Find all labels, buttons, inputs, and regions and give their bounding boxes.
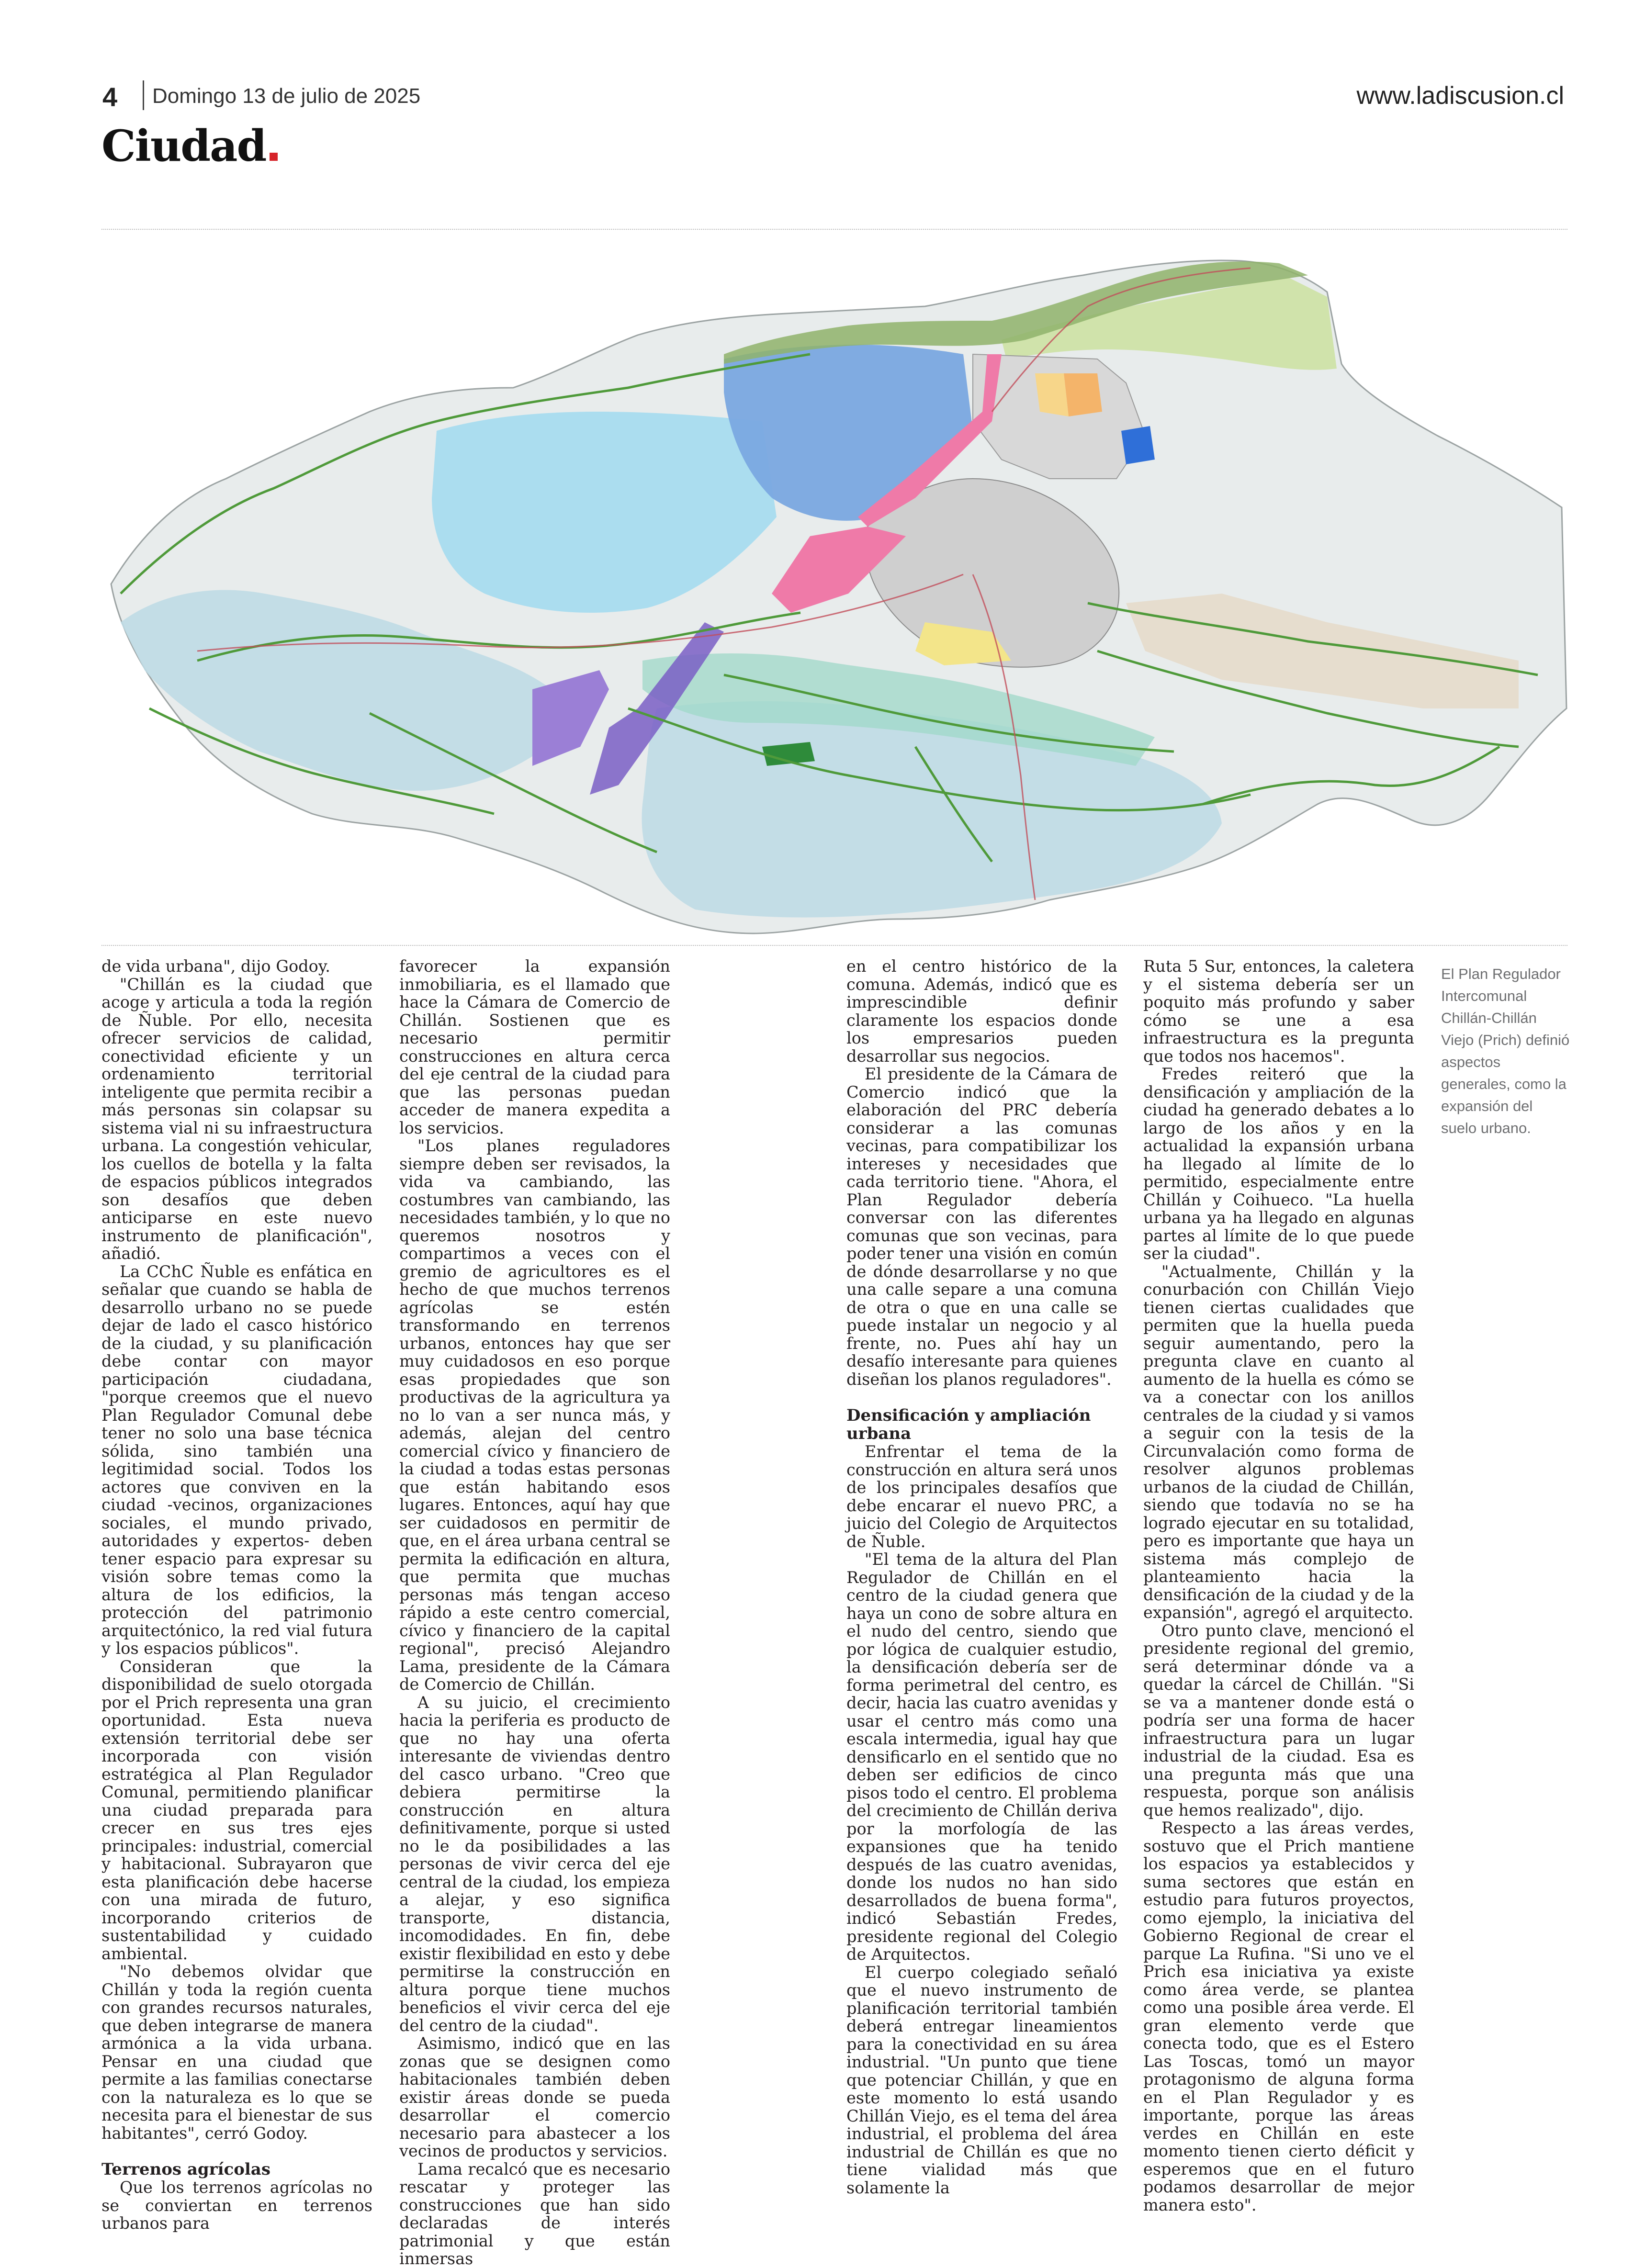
paragraph: Fredes reiteró que la densificación y ampliación de la ciudad ha generado debates a lo largo de los años y en la actualidad la expansión urbana ha llegado al límite de lo permitido, especialmente entre Chillán y Coihueco. "La huella urbana ya ha llegado en algunas partes al límite de lo que puede ser la ciudad". <box>1143 1065 1414 1263</box>
paragraph: Asimismo, indicó que en las zonas que se designen como habitacionales también deben existir áreas donde se pueda desarrollar el comercio necesario para abastecer a los vecinos de productos y servicios. <box>399 2034 670 2160</box>
paragraph: en el centro histórico de la comuna. Además, indicó que es imprescindible definir claramente los espacios donde los empresarios pueden desarrollar sus negocios. <box>846 957 1117 1066</box>
map-orange-zone <box>1064 373 1102 416</box>
paragraph: El presidente de la Cámara de Comercio indicó que la elaboración del PRC debería considerar a las comunas vecinas, para compatibilizar los intereses y necesidades que cada territorio tiene. "Ahora, el Plan Regulador debería conversar con las diferentes comunas que son vecinas, para poder tener una visión en común de dónde desarrollarse y no que una calle separe a una comuna de otra o que en una calle se puede instalar un negocio y al frente, no. Pues ahí hay un desafío interesante para quienes diseñan los planos reguladores". <box>846 1065 1117 1389</box>
paragraph: Otro punto clave, mencionó el presidente regional del gremio, será determinar dónde va a quedar la cárcel de Chillán. "Si se va a mantener donde está o podría ser una forma de hacer infraestructura para un lugar industrial de la ciudad. Esa es una pregunta más que una respuesta, porque son análisis que hemos realizado", dijo. <box>1143 1621 1414 1819</box>
paragraph: "Actualmente, Chillán y la conurbación con Chillán Viejo tienen ciertas cualidades que permiten que la huella pueda seguir aumentando, pero la pregunta clave en cuanto al aumento de la huella es cómo se va a conectar con los anillos centrales de la ciudad y si vamos a seguir con la tesis de la Circunvalación como forma de resolver algunos problemas urbanos de la ciudad de Chillán, siendo que todavía no se ha logrado ejecutar en su totalidad, pero es importante que haya un sistema más complejo de planteamiento hacia la densificación de la ciudad y de la expansión", agregó el arquitecto. <box>1143 1262 1414 1622</box>
paragraph: Enfrentar el tema de la construcción en altura será unos de los principales desafíos que debe encarar el nuevo PRC, a juicio del Colegio de Arquitectos de Ñuble. <box>846 1442 1117 1551</box>
paragraph: Respecto a las áreas verdes, sostuvo que el Prich mantiene los espacios ya establecidos y suma sectores que están en estudio para futuros proyectos, como ejemplo, la iniciativa del Gobierno Regional de crear el parque La Rufina. "Si uno ve el Prich esa iniciativa ya existe como área verde, se plantea como una posible área verde. El gran elemento verde que conecta todo, que es el Estero Las Toscas, tomó un mayor protagonismo de alguna forma en el Plan Regulador y es importante, porque las áreas verdes en Chillán en este momento tienen cierto déficit y esperemos que en el futuro podamos desarrollar de mejor manera esto". <box>1143 1819 1414 2214</box>
paragraph: Consideran que la disponibilidad de suelo otorgada por el Prich representa una gran oportunidad. Esta nueva extensión territorial debe ser incorporada con visión estratégica al Plan Regulador Comunal, permitiendo planificar una ciudad preparada para crecer en sus tres ejes principales: industrial, comercial y habitacional. Subrayaron que esta planificación debe hacerse con una mirada de futuro, incorporando criterios de sustentabilidad y cuidado ambiental. <box>101 1657 372 1963</box>
section-title-text: Ciudad <box>101 121 266 171</box>
paragraph: El cuerpo colegiado señaló que el nuevo instrumento de planificación territorial también deberá entregar lineamientos para la conectividad en su área industrial. "Un punto que tiene que potenciar Chillán, y que en este momento lo está usando Chillán Viejo, es el tema del área industrial, el problema del área industrial de Chillán es que no tiene vialidad más que solamente la <box>846 1963 1117 2197</box>
map-blue-small-block <box>1121 426 1155 464</box>
paragraph: Que los terrenos agrícolas no se conviertan en terrenos urbanos para <box>101 2178 372 2233</box>
article-column-1 <box>101 957 372 2233</box>
paragraph: "El tema de la altura del Plan Regulador de Chillán en el centro de la ciudad genera que haya un cono de sobre altura en el nudo del centro, siendo que por lógica de cualquier estudio, la densificación debería ser de forma perimetral del centro, es decir, hacia las cuatro avenidas y usar el centro más como una escala intermedia, igual hay que densificarlo en el sentido que no deben ser edificios de cinco pisos todo el centro. El problema del crecimiento de Chillán deriva por la morfología de las expansiones que ha tenido después de las cuatro avenidas, donde los nudos no han sido desarrollados de buena forma", indicó Sebastián Fredes, presidente regional del Colegio de Arquitectos. <box>846 1550 1117 1964</box>
zoning-map-svg <box>101 230 1567 945</box>
paragraph: La CChC Ñuble es enfática en señalar que cuando se habla de desarrollo urbano no se puede dejar de lado el casco histórico de la ciudad, y su planificación debe contar con mayor participación ciudadana, "porque creemos que el nuevo Plan Regulador Comunal debe tener no solo una base técnica sólida, sino también una legitimidad social. Todos los actores que conviven en la ciudad -vecinos, organizaciones sociales, el mundo privado, autoridades y expertos- deben tener espacio para expresar su visión sobre temas como la altura de los edificios, la protección del patrimonio arquitectónico, la red vial futura y los espacios públicos". <box>101 1262 372 1658</box>
website-url: www.ladiscusion.cl <box>1356 82 1564 110</box>
paragraph: Lama recalcó que es necesario rescatar y proteger las construcciones que han sido declaradas de interés patrimonial y que están inmersas <box>399 2159 670 2268</box>
zoning-map <box>101 229 1567 946</box>
map-caption: El Plan Regulador Intercomunal Chillán-Chillán Viejo (Prich) definió aspectos generales, como la expansión del suelo urbano. <box>1441 966 1570 1136</box>
subheading: Densificación y ampliación urbana <box>846 1406 1091 1443</box>
page-number: 4 <box>102 82 118 112</box>
header-separator <box>143 80 144 110</box>
article-column-2 <box>399 957 670 2268</box>
section-dot-icon <box>270 153 278 161</box>
paragraph: de vida urbana", dijo Godoy. <box>101 957 330 976</box>
paragraph: "Chillán es la ciudad que acoge y articula a toda la región de Ñuble. Por ello, necesita ofrecer servicios de calidad, conectividad eficiente y un ordenamiento territorial inteligente que permita recibir a más personas sin colapsar su sistema vial ni su infraestructura urbana. La congestión vehicular, los cuellos de botella y la falta de espacios públicos integrados son desafíos que deben anticiparse en este nuevo instrumento de planificación", añadió. <box>101 975 372 1263</box>
paragraph: "Los planes reguladores siempre deben ser revisados, la vida va cambiando, las costumbres van cambiando, las necesidades también, y lo que no queremos nosotros y compartimos a veces con el gremio de agricultores es el hecho de que muchos terrenos agrícolas se estén transformando en terrenos urbanos, entonces hay que ser muy cuidadosos en eso porque esas propiedades que son productivas de la agricultura ya no lo van a ser nunca más, y además, alejan del centro comercial cívico y financiero de la ciudad a todas estas personas que están habitando esos lugares. Entonces, aquí hay que ser cuidadosos en permitir de que, en el área urbana central se permita la edificación en altura, que permita que muchas personas más tengan acceso rápido a este centro comercial, cívico y financiero de la capital regional", precisó Alejandro Lama, presidente de la Cámara de Comercio de Chillán. <box>399 1136 670 1694</box>
subheading: Terrenos agrícolas <box>101 2160 270 2179</box>
paragraph: "No debemos olvidar que Chillán y toda la región cuenta con grandes recursos naturales, que deben integrarse de manera armónica a la vida urbana. Pensar en una ciudad que permite a las familias conectarse con la naturaleza es lo que se necesita para el bienestar de sus habitantes", cerró Godoy. <box>101 1962 372 2143</box>
paragraph: favorecer la expansión inmobiliaria, es el llamado que hace la Cámara de Comercio de Chillán. Sostienen que es necesario permitir construcciones en altura cerca del eje central de la ciudad para que las personas puedan acceder de manera expedita a los servicios. <box>399 957 670 1137</box>
map-yellow-zone-north <box>1035 373 1069 416</box>
section-title <box>101 121 278 171</box>
article-column-4 <box>1143 957 1414 2214</box>
paragraph: Ruta 5 Sur, entonces, la caletera y el sistema debería ser un poquito más profundo y saber cómo se une a esa infraestructura es la pregunta que todos nos hacemos". <box>1143 957 1414 1066</box>
issue-date: Domingo 13 de julio de 2025 <box>152 84 421 108</box>
article-column-3 <box>846 957 1117 2197</box>
paragraph: A su juicio, el crecimiento hacia la periferia es producto de que no hay una oferta interesante de viviendas dentro del casco urbano. "Creo que debiera permitirse la construcción en altura definitivamente, porque si usted no le da posibilidades a las personas de vivir cerca del eje central de la ciudad, los empieza a alejar, y eso significa transporte, distancia, incomodidades. En fin, debe existir flexibilidad en esto y debe permitirse la construcción en altura porque tiene muchos beneficios el vivir cerca del eje del centro de la ciudad". <box>399 1693 670 2035</box>
